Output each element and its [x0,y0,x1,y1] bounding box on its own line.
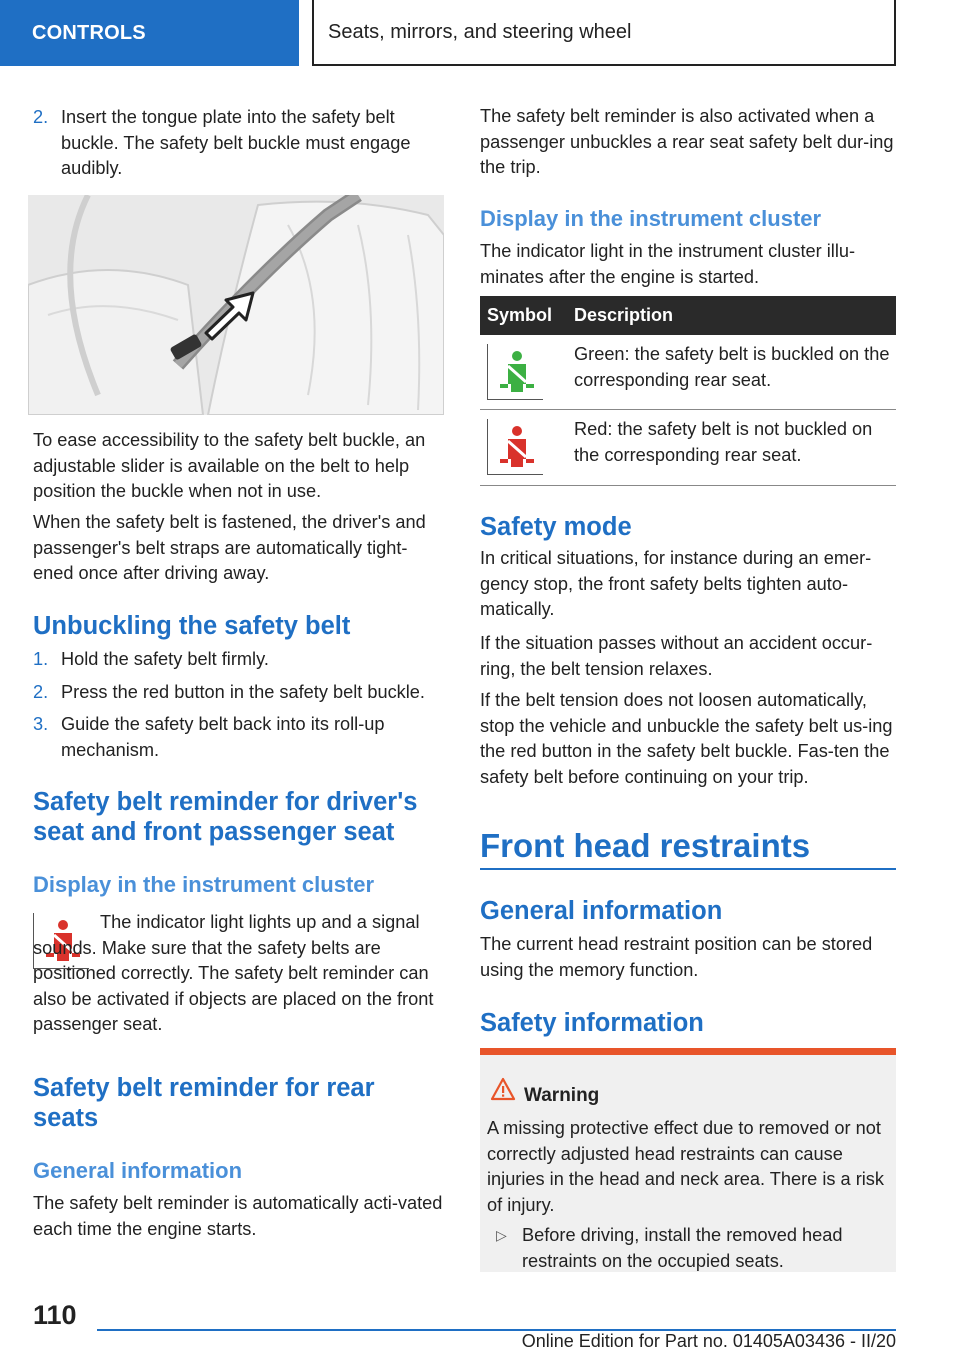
chapter-title: Seats, mirrors, and steering wheel [312,0,896,66]
heading-general-info-head: General information [480,897,723,925]
paragraph-safety-mode-1: In critical situations, for instance during an emer‐gency stop, the front safety belts tighten auto‐matically. [480,548,872,619]
footer-edition: Online Edition for Part no. 01405A03436 - II/20 [521,1331,896,1351]
step-text: Hold the safety belt firmly. [61,649,269,669]
row-description: Red: the safety belt is not buckled on the corresponding rear seat. [574,419,873,465]
row-description: Green: the safety belt is buckled on the corresponding rear seat. [574,344,890,390]
step-text: Insert the tongue plate into the safety belt buckle. The safety belt buckle must engage audibly. [61,107,411,178]
step-number: 2. [33,681,49,702]
seatbelt-red-icon [487,419,543,475]
step-number: 3. [33,714,49,734]
page-header [0,0,960,66]
warning-box [480,1048,896,1272]
paragraph-display-rear: The indicator light in the instrument cluster illu‐minates after the engine is started. [480,241,856,287]
seat-illustration-graphic [28,195,444,415]
seatbelt-buckle-illustration [28,195,444,415]
symbol-table-header [480,296,896,335]
paragraph-tighten: When the safety belt is fastened, the driver's and passenger's belt straps are automatically tight‐ened once after driving away. [33,512,426,583]
warning-body: A missing protective effect due to removed or not correctly adjusted head restraints can cause injuries in the head and neck area. There is a risk of injury. [487,1118,884,1215]
warning-title: Warning [524,1085,600,1106]
step-list-unbuckle [33,647,447,770]
warning-bullet-text: Before driving, install the removed head restraints on the occupied seats. [522,1225,843,1271]
section-label: CONTROLS [0,0,299,66]
step-list-insert [33,105,445,189]
step-number: 2. [33,107,49,127]
heading-display-cluster: Display in the instrument cluster [33,872,375,897]
paragraph-display-front: The indicator light lights up and a signal sounds. Make sure that the safety belts are positioned correctly. The safety belt reminder can also be activated if objects are placed on the front passenger seat. [33,912,434,1034]
heading-display-cluster-rear: Display in the instrument cluster [480,206,822,231]
page-number: 110 [33,1300,77,1330]
list-item [33,647,447,673]
list-item [33,105,445,182]
step-text: Press the red button in the safety belt buckle. [61,681,425,702]
step-text: Guide the safety belt back into its roll-up mechanism. [61,714,385,760]
heading-unbuckling: Unbuckling the safety belt [33,612,351,640]
table-row [480,410,896,486]
step-number: 1. [33,649,49,669]
warning-bullet [494,1223,884,1274]
paragraph-slider: To ease accessibility to the safety belt buckle, an adjustable slider is available on the belt to help position the buckle when not in use. [33,430,426,501]
column-header-description: Description [574,305,674,325]
column-header-symbol: Symbol [487,305,553,325]
list-item [33,680,447,706]
paragraph-general-head: The current head restraint position can be stored using the memory function. [480,934,873,980]
paragraph-safety-mode-3: If the belt tension does not loosen automatically, stop the vehicle and unbuckle the safety belt us‐ing the red button in the safety belt buckle. Fas‐ten the safety belt before continuing on your trip. [480,690,893,787]
paragraph-safety-mode-2: If the situation passes without an accident occur‐ring, the belt tension relaxes. [480,633,873,679]
heading-safety-mode: Safety mode [480,513,632,541]
warning-triangle-icon [490,1077,516,1101]
heading-safety-information: Safety information [480,1009,704,1037]
paragraph-general-rear: The safety belt reminder is automatically acti‐vated each time the engine starts. [33,1193,443,1239]
heading-reminder-rear: Safety belt reminder for rear seats [33,1074,375,1132]
bullet-triangle-icon: ▷ [496,1227,507,1243]
list-item [33,712,447,763]
seatbelt-green-icon [487,344,543,400]
table-row [480,335,896,410]
heading-general-info-rear: General information [33,1158,243,1183]
heading-front-head-restraints: Front head restraints [480,827,811,864]
heading-reminder-front: Safety belt reminder for driver's seat and front passenger seat [33,788,418,846]
section-rule [480,868,896,870]
paragraph-rear-passenger: The safety belt reminder is also activated when a passenger unbuckles a rear seat safety belt dur‐ing the trip. [480,106,894,177]
